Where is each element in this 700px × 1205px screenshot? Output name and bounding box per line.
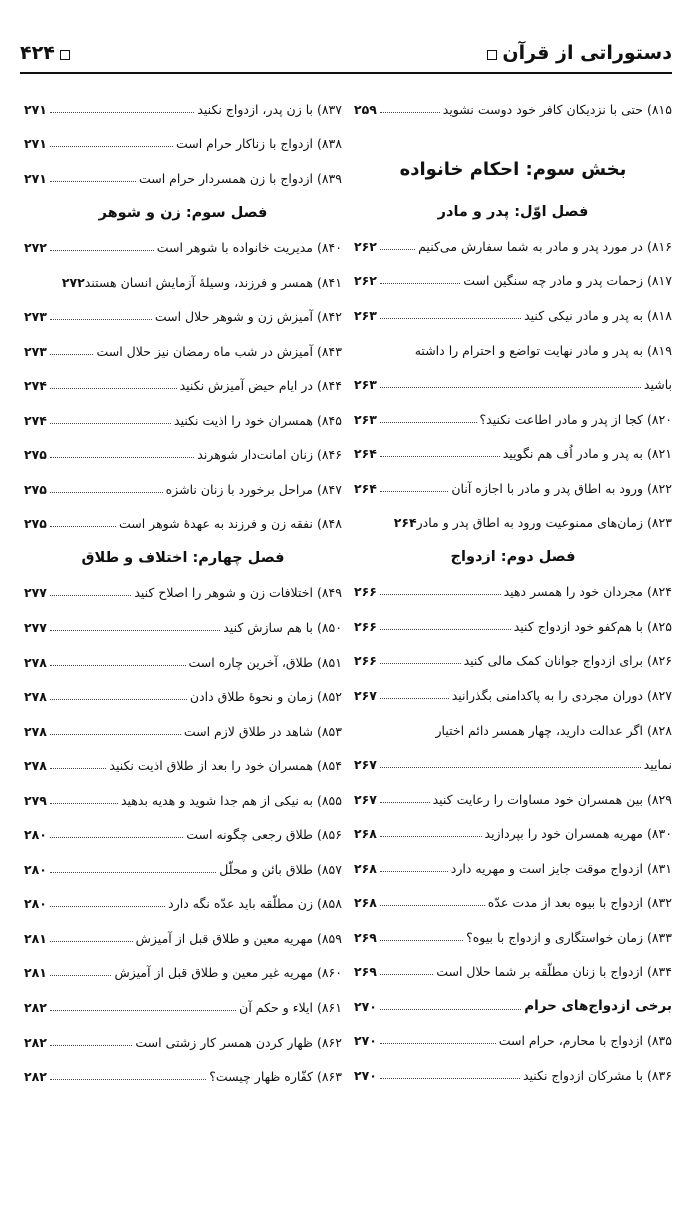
toc-entry: ۸۲۳) زمان‌های ممنوعیت ورود به اطاق پدر و مادر ۲۶۴ (393, 515, 672, 531)
toc-entry: ۸۲۷) دوران مجردی را به پاکدامنی بگذرانید ۲۶۷ (354, 687, 672, 703)
toc-entry: ۸۴۱) همسر و فرزند، وسیلهٔ آزمایش انسان هستند ۲۷۲ (61, 274, 342, 290)
toc-entry: ۸۴۶) زنان امانت‌دار شوهرند ۲۷۵ (24, 447, 342, 463)
section-title: بخش سوم: احکام خانواده (399, 159, 627, 181)
toc-entry: ۸۲۹) بین همسران خود مساوات را رعایت کنید ۲۶۷ (354, 791, 672, 807)
toc-entry: ۸۲۰) کجا از پدر و مادر اطاعت نکنید؟ ۲۶۳ (354, 411, 672, 427)
toc-entry: ۸۴۸) نفقه زن و فرزند به عهدهٔ شوهر است ۲۷۵ (24, 516, 342, 532)
toc-entry: ۸۶۱) ایلاء و حکم آن ۲۸۲ (24, 999, 342, 1015)
toc-entry: ۸۳۲) ازدواج با بیوه بعد از مدت عدّه ۲۶۸ (354, 895, 672, 911)
right-column (354, 92, 672, 1093)
page-number: ۴۲۴ (20, 42, 55, 64)
square-ornament-icon (60, 50, 70, 60)
toc-entry: ۸۶۰) مهریه غیر معین و طلاق قبل از آمیزش ۲۸۱ (24, 965, 342, 981)
toc-entry: ۸۵۶) طلاق رجعی چگونه است ۲۸۰ (24, 827, 342, 843)
chapter-title: فصل اوّل: پدر و مادر (437, 203, 589, 220)
toc-entry: ۸۳۴) ازدواج با زنان مطلّقه بر شما حلال است ۲۶۹ (354, 964, 672, 980)
toc-entry: ۸۱۶) در مورد پدر و مادر به شما سفارش می‌کنیم ۲۶۲ (354, 238, 672, 254)
toc-entry-continuation: باشید ۲۶۳ (354, 377, 672, 393)
toc-entry: ۸۵۴) همسران خود را بعد از طلاق اذیت نکنید ۲۷۸ (24, 758, 342, 774)
book-title-text: دستوراتی از قرآن (502, 42, 672, 64)
toc-entry: ۸۱۹) به پدر و مادر نهایت تواضع و احترام را داشته (414, 342, 672, 358)
book-title (487, 42, 672, 64)
toc-entry: ۸۵۳) شاهد در طلاق لازم است ۲۷۸ (24, 723, 342, 739)
chapter-title: فصل دوم: ازدواج (450, 549, 576, 566)
toc-entry: ۸۲۶) برای ازدواج جوانان کمک مالی کنید ۲۶۶ (354, 653, 672, 669)
toc-entry: ۸۳۷) با زن پدر، ازدواج نکنید ۲۷۱ (24, 101, 342, 117)
toc-entry: ۸۵۰) با هم سازش کنید ۲۷۷ (24, 619, 342, 635)
toc-entry: ۸۴۹) اختلافات زن و شوهر را اصلاح کنید ۲۷۷ (24, 585, 342, 601)
toc-entry: ۸۵۹) مهریه معین و طلاق قبل از آمیزش ۲۸۱ (24, 930, 342, 946)
page-header (20, 38, 672, 68)
toc-entry: ۸۱۷) زحمات پدر و مادر چه سنگین است ۲۶۲ (354, 273, 672, 289)
toc-entry: ۸۳۵) ازدواج با محارم، حرام است ۲۷۰ (354, 1033, 672, 1049)
toc-entry: ۸۴۰) مدیریت خانواده با شوهر است ۲۷۲ (24, 239, 342, 255)
chapter-title: فصل چهارم: اختلاف و طلاق (81, 550, 285, 567)
toc-entry: ۸۲۲) ورود به اطاق پدر و مادر با اجازه آنان ۲۶۴ (354, 480, 672, 496)
toc-entry: ۸۵۱) طلاق، آخرین چاره است ۲۷۸ (24, 654, 342, 670)
toc-entry: ۸۱۸) به پدر و مادر نیکی کنید ۲۶۳ (354, 307, 672, 323)
toc-entry: ۸۴۴) در ایام حیض آمیزش نکنید ۲۷۴ (24, 378, 342, 394)
toc-entry: ۸۶۳) کفّاره ظهار چیست؟ ۲۸۲ (24, 1069, 342, 1085)
toc-entry: ۸۱۵) حتی با نزدیکان کافر خود دوست نشوید ۲۵۹ (354, 101, 672, 117)
subsection-title: برخی ازدواج‌های حرام ۲۷۰ (354, 998, 672, 1015)
toc-entry: ۸۲۸) اگر عدالت دارید، چهار همسر دائم اختیار (435, 722, 672, 738)
toc-entry: ۸۲۴) مجردان خود را همسر دهید ۲۶۶ (354, 584, 672, 600)
toc-entry: ۸۳۰) مهریه همسران خود را بپردازید ۲۶۸ (354, 826, 672, 842)
toc-entry: ۸۵۵) به نیکی از هم جدا شوید و هدیه بدهید ۲۷۹ (24, 792, 342, 808)
toc-entry: ۸۴۳) آمیزش در شب ماه رمضان نیز حلال است ۲۷۳ (24, 343, 342, 359)
toc-entry: ۸۳۶) با مشرکان ازدواج نکنید ۲۷۰ (354, 1067, 672, 1083)
chapter-title: فصل سوم: زن و شوهر (98, 204, 268, 221)
toc-entry: ۸۴۷) مراحل برخورد با زنان ناشزه ۲۷۵ (24, 481, 342, 497)
toc-entry: ۸۵۸) زن مطلّقه باید عدّه نگه دارد ۲۸۰ (24, 896, 342, 912)
left-column (24, 92, 342, 1094)
toc-entry: ۸۳۳) زمان خواستگاری و ازدواج با بیوه؟ ۲۶۹ (354, 929, 672, 945)
toc-entry: ۸۲۱) به پدر و مادر اُف هم نگویید ۲۶۴ (354, 446, 672, 462)
toc-entry-continuation: نمایید ۲۶۷ (354, 757, 672, 773)
toc-entry: ۸۵۷) طلاق بائن و محلّل ۲۸۰ (24, 861, 342, 877)
page-number-block (20, 42, 70, 64)
square-ornament-icon (487, 50, 497, 60)
toc-entry: ۸۳۹) ازدواج با زن همسردار حرام است ۲۷۱ (24, 170, 342, 186)
toc-entry: ۸۵۲) زمان و نحوهٔ طلاق دادن ۲۷۸ (24, 689, 342, 705)
header-rule (20, 72, 672, 74)
toc-entry: ۸۶۲) ظهار کردن همسر کار زشتی است ۲۸۲ (24, 1034, 342, 1050)
toc-entry: ۸۳۱) ازدواج موقت جایز است و مهریه دارد ۲۶۸ (354, 860, 672, 876)
toc-entry: ۸۴۲) آمیزش زن و شوهر حلال است ۲۷۳ (24, 309, 342, 325)
toc-entry: ۸۲۵) با هم‌کفو خود ازدواج کنید ۲۶۶ (354, 618, 672, 634)
toc-entry: ۸۴۵) همسران خود را اذیت نکنید ۲۷۴ (24, 412, 342, 428)
toc-entry: ۸۳۸) ازدواج با زناکار حرام است ۲۷۱ (24, 136, 342, 152)
